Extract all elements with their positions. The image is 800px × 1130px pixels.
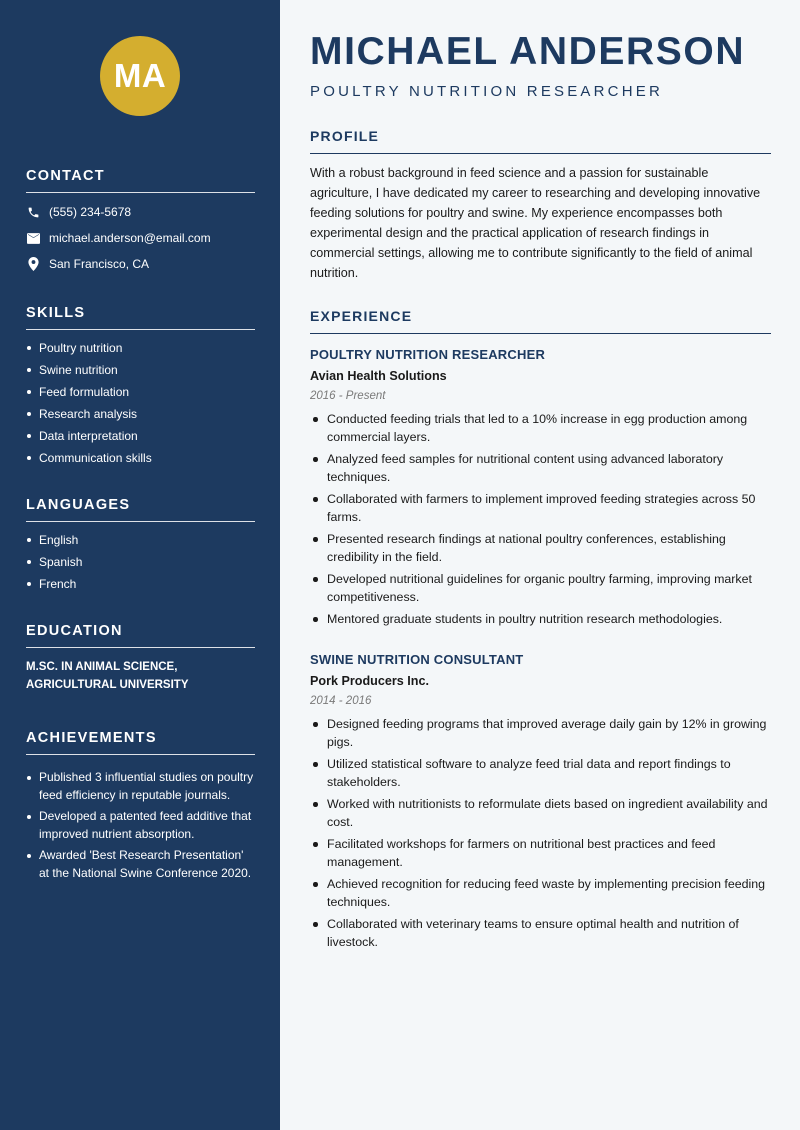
email-text: michael.anderson@email.com — [49, 231, 211, 245]
achievements-list — [26, 769, 255, 882]
contact-heading: CONTACT — [26, 168, 255, 193]
envelope-icon — [26, 231, 40, 245]
job-company: Pork Producers Inc. — [310, 674, 429, 688]
achievements-section — [26, 730, 255, 886]
sidebar — [0, 0, 280, 1130]
job-company: Avian Health Solutions — [310, 369, 447, 383]
job-entry — [310, 652, 771, 955]
contact-section — [26, 168, 255, 277]
achievement-item: Developed a patented feed additive that improved nutrient absorption. — [26, 808, 255, 843]
languages-section — [26, 497, 255, 595]
languages-heading: LANGUAGES — [26, 497, 255, 522]
job-bullet: Analyzed feed samples for nutritional content using advanced laboratory techniques. — [310, 450, 771, 486]
location-text: San Francisco, CA — [49, 257, 150, 271]
skill-item: Research analysis — [26, 403, 255, 425]
job-bullets — [310, 410, 771, 628]
phone-icon — [26, 205, 40, 219]
experience-heading: EXPERIENCE — [310, 308, 771, 334]
job-title: POULTRY NUTRITION RESEARCHER — [310, 347, 546, 362]
profile-heading: PROFILE — [310, 128, 771, 154]
education-section — [26, 623, 255, 694]
job-bullet: Presented research findings at national poultry conferences, establishing credibility in the field. — [310, 530, 771, 566]
skills-section — [26, 305, 255, 469]
skills-list — [26, 337, 255, 469]
education-entry — [26, 658, 255, 694]
job-bullets — [310, 715, 771, 951]
profile-text: With a robust background in feed science and a passion for sustainable agriculture, I have dedicated my career to researching and developing innovative feeding solutions for poultry and swine. My experience encompasses both experimental design and the practical application of research findings in commercial settings, allowing me to contribute significantly to the field of animal nutrition. — [310, 166, 761, 280]
education-degree: M.SC. IN ANIMAL SCIENCE, — [26, 661, 178, 673]
job-bullet: Developed nutritional guidelines for organic poultry farming, improving market competitiveness. — [310, 570, 771, 606]
job-bullet: Mentored graduate students in poultry nutrition research methodologies. — [310, 610, 771, 628]
skill-item: Communication skills — [26, 447, 255, 469]
language-item: French — [26, 573, 255, 595]
job-title: SWINE NUTRITION CONSULTANT — [310, 652, 524, 667]
education-heading: EDUCATION — [26, 623, 255, 648]
language-item: English — [26, 529, 255, 551]
job-dates: 2014 - 2016 — [310, 695, 372, 707]
skills-heading: SKILLS — [26, 305, 255, 330]
job-bullet: Designed feeding programs that improved average daily gain by 12% in growing pigs. — [310, 715, 771, 751]
job-entry — [310, 347, 771, 632]
contact-location — [26, 251, 255, 277]
job-dates: 2016 - Present — [310, 390, 386, 402]
job-bullet: Achieved recognition for reducing feed waste by implementing precision feeding techniques. — [310, 875, 771, 911]
skill-item: Poultry nutrition — [26, 337, 255, 359]
achievement-item: Published 3 influential studies on poultry feed efficiency in reputable journals. — [26, 769, 255, 804]
job-bullet: Conducted feeding trials that led to a 10% increase in egg production among commercial layers. — [310, 410, 771, 446]
job-bullet: Worked with nutritionists to reformulate diets based on ingredient availability and cost. — [310, 795, 771, 831]
job-bullet: Collaborated with veterinary teams to ensure optimal health and nutrition of livestock. — [310, 915, 771, 951]
language-item: Spanish — [26, 551, 255, 573]
skill-item: Feed formulation — [26, 381, 255, 403]
achievement-item: Awarded 'Best Research Presentation' at the National Swine Conference 2020. — [26, 847, 255, 882]
contact-email — [26, 225, 255, 251]
job-bullet: Collaborated with farmers to implement improved feeding strategies across 50 farms. — [310, 490, 771, 526]
avatar: MA — [100, 36, 180, 116]
job-bullet: Facilitated workshops for farmers on nutritional best practices and feed management. — [310, 835, 771, 871]
candidate-name: MICHAEL ANDERSON — [310, 30, 746, 73]
languages-list — [26, 529, 255, 595]
map-pin-icon — [26, 257, 40, 271]
phone-text: (555) 234-5678 — [49, 205, 132, 219]
candidate-title: POULTRY NUTRITION RESEARCHER — [310, 83, 663, 100]
skill-item: Data interpretation — [26, 425, 255, 447]
job-bullet: Utilized statistical software to analyze feed trial data and report findings to stakeholders. — [310, 755, 771, 791]
contact-phone — [26, 199, 255, 225]
education-school: AGRICULTURAL UNIVERSITY — [26, 679, 189, 691]
skill-item: Swine nutrition — [26, 359, 255, 381]
achievements-heading: ACHIEVEMENTS — [26, 730, 255, 755]
